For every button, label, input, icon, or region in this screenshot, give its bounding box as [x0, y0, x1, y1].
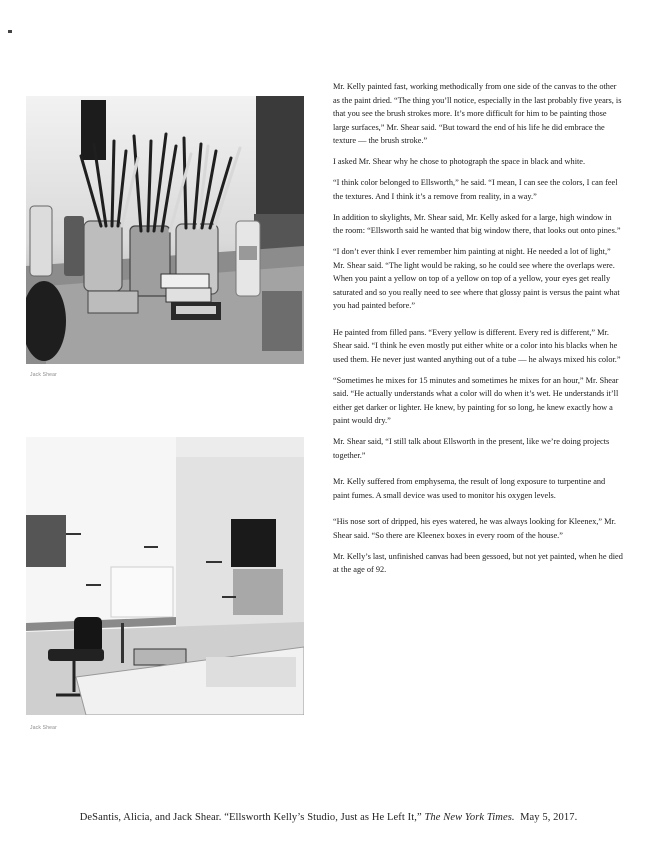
- article-paragraph: In addition to skylights, Mr. Shear said, Mr. Kelly asked for a large, high window in the room: “Ellsworth said he wanted that big window there, that looks out onto pines.”: [333, 212, 621, 235]
- article-text: [333, 80, 623, 584]
- article-paragraph: “Sometimes he mixes for 15 minutes and sometimes he mixes for an hour,” Mr. Shear said. “He actually understands what a color will do when it’s wet. He understands it’ll either get darker or lighter. He knew, by painting for so long, he knew exactly how a paint would dry.”: [333, 375, 619, 425]
- citation-text: DeSantis, Alicia, and Jack Shear. “Ellsworth Kelly’s Studio, Just as He Left It,”: [79, 812, 422, 823]
- article-paragraph: He painted from filled pans. “Every yellow is different. Every red is different,” Mr. Shear said. “I think he even mostly put either white or a color into his blacks when he used them. He never just wanted anything out of a tube — he always mixed his color.”: [333, 327, 621, 364]
- scan-mark: [8, 30, 12, 33]
- article-paragraph: Mr. Kelly suffered from emphysema, the result of long exposure to turpentine and paint fumes. A small device was used to monitor his oxygen levels.: [333, 477, 606, 500]
- citation: [0, 812, 657, 823]
- article-paragraph: “I don’t ever think I ever remember him painting at night. He needed a lot of light,” Mr. Shear said. “The light would be raking, so he could see where the overlaps were. When you paint a yellow on top of a yellow on top of a yellow, your eyes get really saturated and so you really need to see where that glossy paint is versus the paint what you had painted before.”: [333, 247, 620, 310]
- article-paragraph: “His nose sort of dripped, his eyes watered, he was always looking for Kleenex,” Mr. Shear said. “So there are Kleenex boxes in every room of the house.”: [333, 517, 616, 540]
- studio-photo: [26, 437, 304, 715]
- citation-date: May 5, 2017.: [520, 812, 578, 823]
- article-paragraph: Mr. Shear said, “I still talk about Ellsworth in the present, like we’re doing projects together.”: [333, 437, 610, 460]
- article-paragraph: I asked Mr. Shear why he chose to photograph the space in black and white.: [333, 157, 586, 166]
- photo-credit: Jack Shear: [30, 372, 58, 378]
- brushes-photo: [26, 96, 304, 364]
- article-paragraph: Mr. Kelly’s last, unfinished canvas had been gessoed, but not yet painted, when he died at the age of 92.: [333, 551, 623, 574]
- article-paragraph: “I think color belonged to Ellsworth,” he said. “I mean, I can see the colors, I can feel the textures. And I think it’s a remove from reality, in a way.”: [333, 178, 618, 201]
- publication-name: The New York Times.: [424, 812, 515, 823]
- photo-credit: Jack Shear: [30, 725, 58, 731]
- article-paragraph: Mr. Kelly painted fast, working methodically from one side of the canvas to the other as the paint dried. “The thing you’ll notice, especially in the last probably five years, is that you see the brush strokes more. It’s more difficult for him to be painting those large surfaces,” Mr. Shear said. “But toward the end of his life he did embrace the texture — the brush stroke.”: [333, 82, 622, 145]
